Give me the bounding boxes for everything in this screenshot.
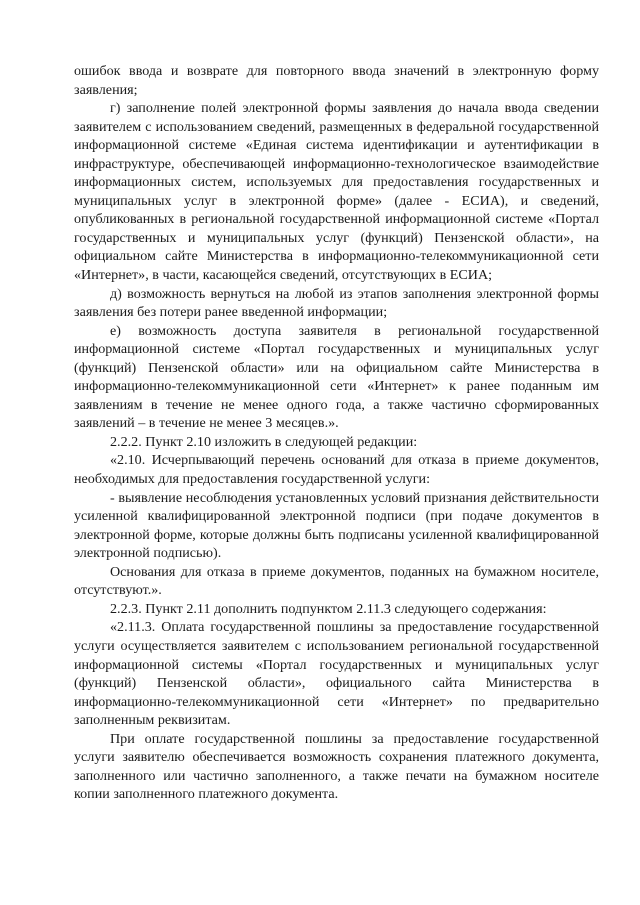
paragraph-2-11-3: «2.11.3. Оплата государственной пошлины за предоставление государственной услуги осуществляется заявителем с использованием региональной государственной информационной системы «Портал государственных и муниципальных услуг (функций) Пензенской области», официального сайта Министерства в информационно-телекоммуникационной сети «Интернет» по предварительно заполненным реквизитам. bbox=[74, 619, 599, 729]
paragraph-item-e: е) возможность доступа заявителя в региональной государственной информационной системе «Портал государственных и муниципальных услуг (функций) Пензенской области» или на официальном сайте Министерства в информационно-телекоммуникационной сети «Интернет» к ранее поданным им заявлениям в течение не менее одного года, а также частично сформированных заявлений – в течение не менее 3 месяцев.». bbox=[74, 322, 599, 432]
paragraph-2-10-bullet: - выявление несоблюдения установленных условий признания действительности усиленной квалифицированной электронной подписи (при подаче документов в электронной форме, которые должны быть подписаны усиленной квалифицированной электронной подписью). bbox=[74, 489, 599, 562]
paragraph-2-2-3: 2.2.3. Пункт 2.11 дополнить подпунктом 2.11.3 следующего содержания: bbox=[110, 600, 547, 617]
paragraph-payment-doc: При оплате государственной пошлины за предоставление государственной услуги заявителю обеспечивается возможность сохранения платежного документа, заполненного или частично заполненного, а также печати на бумажном носителе копии заполненного платежного документа. bbox=[74, 730, 599, 803]
paragraph-2-10: «2.10. Исчерпывающий перечень оснований для отказа в приеме документов, необходимых для предоставления государственной услуги: bbox=[74, 452, 599, 488]
paragraph-continuation: ошибок ввода и возврате для повторного ввода значений в электронную форму заявления; bbox=[74, 63, 599, 98]
paragraph-paper-grounds: Основания для отказа в приеме документов, поданных на бумажном носителе, отсутствуют.». bbox=[74, 563, 599, 599]
paragraph-item-d: д) возможность вернуться на любой из этапов заполнения электронной формы заявления без потери ранее введенной информации; bbox=[74, 285, 599, 321]
paragraph-2-2-2: 2.2.2. Пункт 2.10 изложить в следующей редакции: bbox=[110, 433, 418, 450]
document-page bbox=[74, 62, 599, 804]
paragraph-item-g: г) заполнение полей электронной формы заявления до начала ввода сведении заявителем с использованием сведений, размещенных в федеральной государственной информационной системе «Единая система идентификации и аутентификации в инфраструктуре, обеспечивающей информационно-технологическое взаимодействие информационных систем, используемых для предоставления государственных и муниципальных услуг в электронной форме» (далее - ЕСИА), и сведений, опубликованных в региональной государственной информационной системе «Портал государственных и муниципальных услуг (функций) Пензенской области», на официальном сайте Министерства в информационно-телекоммуникационной сети «Интернет», в части, касающейся сведений, отсутствующих в ЕСИА; bbox=[74, 100, 599, 284]
